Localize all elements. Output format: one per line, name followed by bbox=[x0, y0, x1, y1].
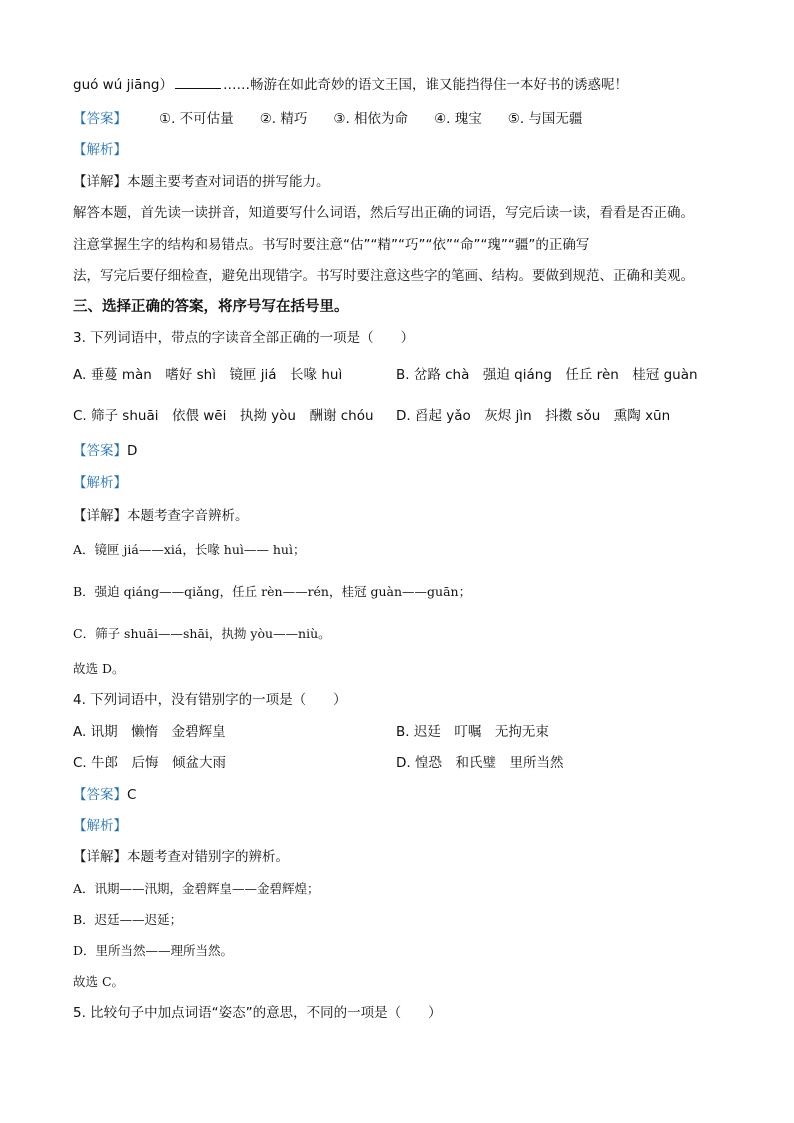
conclusion-line: 故选 C。 bbox=[73, 974, 125, 989]
answer-blank bbox=[175, 75, 221, 89]
section-title: 三、选择正确的答案，将序号写在括号里。 bbox=[73, 299, 349, 315]
q5-stem: 5. 比较句子中加点词语“姿态”的意思，不同的一项是（ ） bbox=[73, 1005, 442, 1021]
detail-line: 【详解】本题主要考查对词语的拼写能力。 bbox=[73, 174, 330, 190]
analysis-line-b: B．强迫 qiáng——qiǎng，任丘 rèn——rén，桂冠 guàn——guān； bbox=[73, 584, 472, 599]
q4-option-a: A. 讯期 懒惰 金碧辉皇 bbox=[73, 724, 226, 740]
continuation-text: ……畅游在如此奇妙的语文王国，谁又能挡得住一本好书的诱惑呢！ bbox=[222, 77, 628, 93]
analysis-line-c: C．筛子 shuāi——shāi，执拗 yòu——niù。 bbox=[73, 626, 331, 641]
explanation-paragraph: 注意掌握生字的结构和易错点。书写时要注意“估”“精”“巧”“依”“命”“瑰”“疆”的正确写 bbox=[73, 237, 590, 253]
analysis-tag: 【解析】 bbox=[73, 818, 127, 834]
answer-item: ②. 精巧 bbox=[259, 111, 308, 127]
detail-line: 【详解】本题考查对错别字的辨析。 bbox=[73, 849, 289, 865]
q4-answer-row bbox=[73, 785, 136, 805]
answer-tag: 【答案】 bbox=[73, 787, 127, 803]
q2-answer-row bbox=[73, 109, 608, 129]
explanation-paragraph: 解答本题，首先读一读拼音，知道要写什么词语，然后写出正确的词语，写完后读一读，看看是否正确。 bbox=[73, 205, 694, 221]
q3-stem: 3. 下列词语中，带点的字读音全部正确的一项是（ ） bbox=[73, 330, 415, 346]
q4-stem: 4. 下列词语中，没有错别字的一项是（ ） bbox=[73, 692, 347, 708]
pinyin-text: guó wú jiāng） bbox=[73, 77, 173, 93]
continuation-line bbox=[73, 75, 628, 95]
conclusion-line: 故选 D。 bbox=[73, 661, 125, 676]
analysis-tag: 【解析】 bbox=[73, 475, 127, 491]
analysis-tag: 【解析】 bbox=[73, 142, 127, 158]
answer-tag: 【答案】 bbox=[73, 111, 127, 127]
q3-option-b: B. 岔路 chà 强迫 qiáng 任丘 rèn 桂冠 guàn bbox=[396, 367, 698, 383]
q4-option-d: D. 惶恐 和氏璧 里所当然 bbox=[396, 755, 564, 771]
answer-tag: 【答案】 bbox=[73, 443, 127, 459]
q3-option-c: C. 筛子 shuāi 依偎 wēi 执拗 yòu 酬谢 chóu bbox=[73, 408, 374, 424]
analysis-line-d: D．里所当然——理所当然。 bbox=[73, 943, 234, 958]
q4-option-b: B. 迟廷 叮嘱 无拘无束 bbox=[396, 724, 549, 740]
analysis-line-b: B．迟廷——迟延； bbox=[73, 912, 183, 927]
analysis-line-a: A．讯期——汛期，金碧辉皇——金碧辉煌； bbox=[73, 881, 320, 896]
analysis-line-a: A．镜匣 jiá——xiá，长喙 huì—— huì； bbox=[73, 542, 306, 557]
answer-value: D bbox=[127, 443, 138, 459]
answer-value: C bbox=[127, 787, 137, 803]
detail-line: 【详解】本题考查字音辨析。 bbox=[73, 508, 249, 524]
explanation-paragraph: 法，写完后要仔细检查，避免出现错字。书写时要注意这些字的笔画、结构。要做到规范、正确和美观。 bbox=[73, 268, 694, 284]
answer-item: ①. 不可估量 bbox=[159, 111, 234, 127]
answer-item: ③. 相依为命 bbox=[333, 111, 409, 127]
q3-answer-row bbox=[73, 441, 137, 461]
answer-item: ⑤. 与国无疆 bbox=[507, 111, 583, 127]
q3-option-a: A. 垂蔓 màn 嗜好 shì 镜匣 jiá 长喙 huì bbox=[73, 367, 343, 383]
q4-option-c: C. 牛郎 后悔 倾盆大雨 bbox=[73, 755, 227, 771]
answer-item: ④. 瑰宝 bbox=[434, 111, 482, 127]
q3-option-d: D. 舀起 yǎo 灰烬 jìn 抖擞 sǒu 熏陶 xūn bbox=[396, 408, 671, 424]
